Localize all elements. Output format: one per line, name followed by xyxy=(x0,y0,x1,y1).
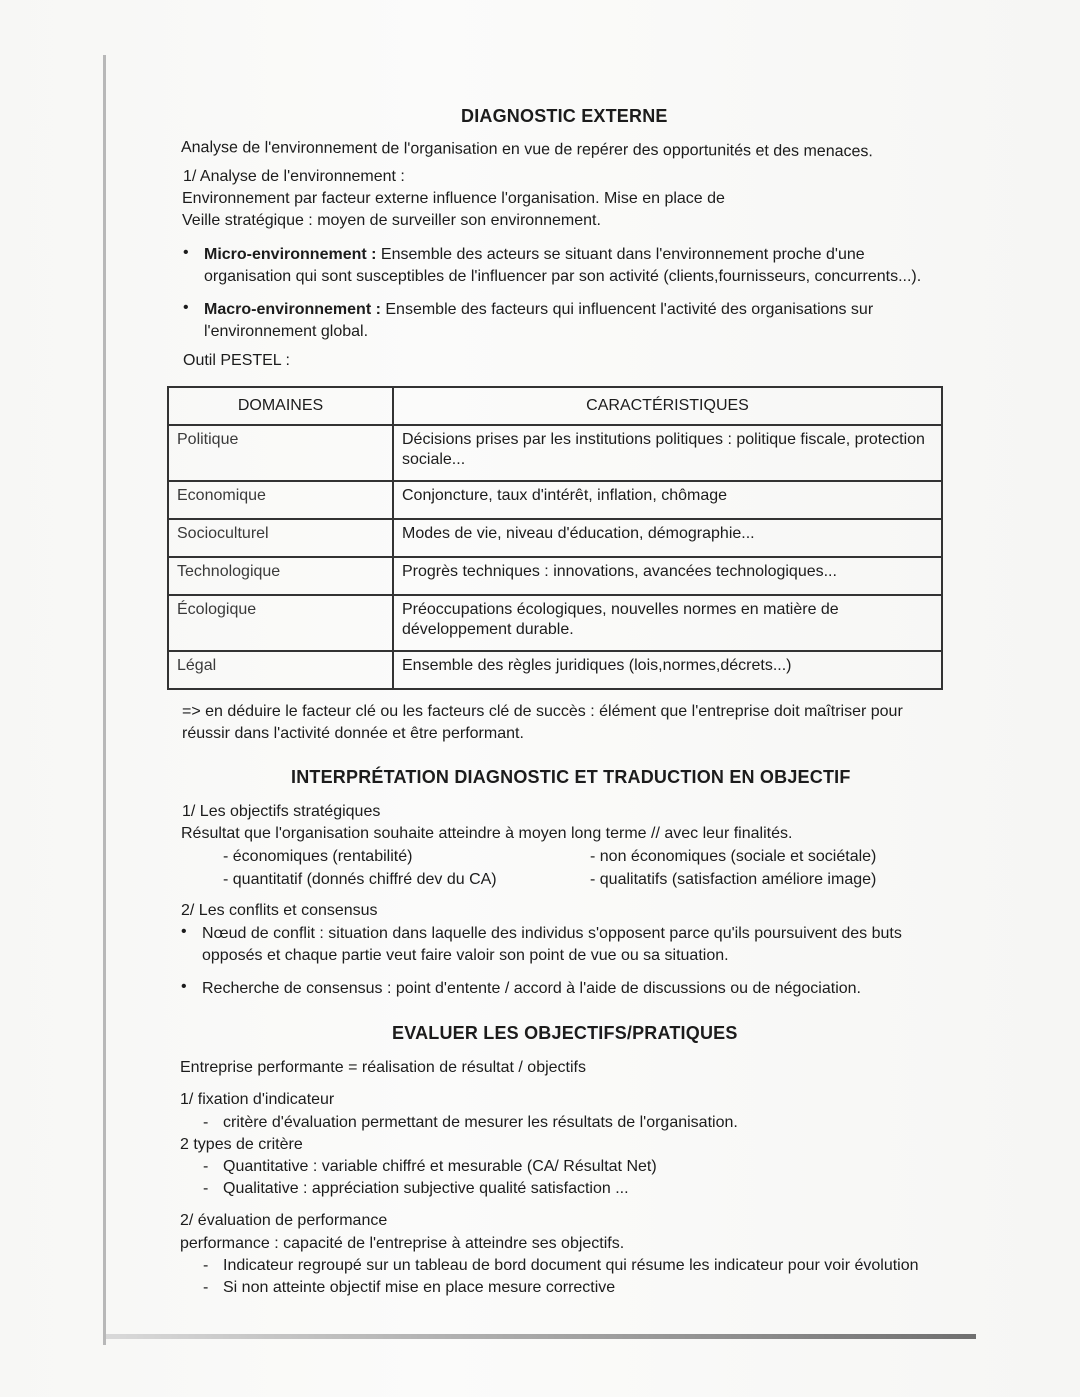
entreprise-performante-line: Entreprise performante = réalisation de résultat / objectifs xyxy=(180,1059,586,1076)
section-title-evaluer: EVALUER LES OBJECTIFS/PRATIQUES xyxy=(392,1023,738,1043)
qualitative-line: Qualitative : appréciation subjective qualité satisfaction ... xyxy=(223,1180,629,1197)
desc-cell: Décisions prises par les institutions politiques : politique fiscale, protection sociale... xyxy=(393,425,942,481)
domain-cell: Écologique xyxy=(168,595,393,651)
desc-cell: Conjoncture, taux d'intérêt, inflation, chômage xyxy=(393,481,942,519)
consensus-line: Recherche de consensus : point d'entente / accord à l'aide de discussions ou de négociation. xyxy=(202,980,861,997)
dash-icon: - xyxy=(203,1114,209,1131)
non-atteinte-line: Si non atteinte objectif mise en place mesure corrective xyxy=(223,1279,616,1296)
macro-env-term: Macro-environnement : xyxy=(204,301,381,318)
table-row xyxy=(168,651,942,689)
objective-qualitatifs: - qualitatifs (satisfaction améliore image) xyxy=(590,871,877,888)
macro-env-text: Ensemble des facteurs qui influencent l'activité des organisations sur xyxy=(385,301,874,318)
performance-line: performance : capacité de l'entreprise à atteindre ses objectifs. xyxy=(180,1235,625,1252)
outil-pestel-label: Outil PESTEL : xyxy=(183,352,290,369)
subheading-analyse-environnement: 1/ Analyse de l'environnement : xyxy=(183,168,405,185)
conflit-line-2: opposés et chaque partie veut faire valoir son point de vue ou sa situation. xyxy=(202,947,729,964)
table-row xyxy=(168,595,942,651)
micro-env-term: Micro-environnement : xyxy=(204,246,377,263)
page-bottom-edge xyxy=(106,1334,976,1339)
bullet-icon: • xyxy=(181,923,187,940)
indicateur-line: Indicateur regroupé sur un tableau de bord document qui résume les indicateur pour voir évolution xyxy=(223,1257,919,1274)
macro-env-line-2: l'environnement global. xyxy=(204,323,369,340)
table-row xyxy=(168,425,942,481)
intro-text: Analyse de l'environnement de l'organisation en vue de repérer des opportunités et des menaces. xyxy=(180,139,873,161)
quantitative-line: Quantitative : variable chiffré et mesurable (CA/ Résultat Net) xyxy=(223,1158,657,1175)
environnement-line: Environnement par facteur externe influence l'organisation. Mise en place de xyxy=(182,190,725,207)
header-caracteristiques: CARACTÉRISTIQUES xyxy=(393,387,942,425)
table-row xyxy=(168,519,942,557)
conflit-line-1: Nœud de conflit : situation dans laquelle des individus s'opposent parce qu'ils poursuivent des buts xyxy=(202,925,902,942)
subheading-objectifs-strategiques: 1/ Les objectifs stratégiques xyxy=(182,803,381,820)
subheading-conflits: 2/ Les conflits et consensus xyxy=(181,902,378,919)
domain-cell: Economique xyxy=(168,481,393,519)
veille-strategique-line: Veille stratégique : moyen de surveiller son environnement. xyxy=(182,212,601,229)
dash-icon: - xyxy=(203,1180,209,1197)
macro-env-line-1 xyxy=(204,299,873,321)
header-domaines: DOMAINES xyxy=(168,387,393,425)
bullet-icon: • xyxy=(183,244,189,261)
bullet-icon: • xyxy=(183,299,189,316)
page-left-edge xyxy=(103,55,106,1345)
domain-cell: Technologique xyxy=(168,557,393,595)
desc-cell: Préoccupations écologiques, nouvelles normes en matière de développement durable. xyxy=(393,595,942,651)
objective-economiques: - économiques (rentabilité) xyxy=(223,848,413,865)
domain-cell: Socioculturel xyxy=(168,519,393,557)
dash-icon: - xyxy=(203,1279,209,1296)
dash-icon: - xyxy=(203,1257,209,1274)
domain-cell: Politique xyxy=(168,425,393,481)
pestel-table xyxy=(167,386,943,690)
critere-line: critère d'évaluation permettant de mesurer les résultats de l'organisation. xyxy=(223,1114,738,1131)
types-critere-line: 2 types de critère xyxy=(180,1136,303,1153)
subheading-evaluation-performance: 2/ évaluation de performance xyxy=(180,1212,388,1229)
desc-cell: Ensemble des règles juridiques (lois,normes,décrets...) xyxy=(393,651,942,689)
micro-env-line-2: organisation qui sont susceptibles de l'influencer par son activité (clients,fournisseurs, concurrents...). xyxy=(204,268,922,285)
domain-cell: Légal xyxy=(168,651,393,689)
section-title-diagnostic-externe: DIAGNOSTIC EXTERNE xyxy=(461,106,668,126)
resultat-line: Résultat que l'organisation souhaite atteindre à moyen long terme // avec leur finalités. xyxy=(181,825,793,842)
bullet-icon: • xyxy=(181,978,187,995)
table-row xyxy=(168,481,942,519)
deduce-line-1: => en déduire le facteur clé ou les facteurs clé de succès : élément que l'entreprise doit maîtriser pour xyxy=(182,703,903,720)
micro-env-line-1 xyxy=(204,244,865,266)
objective-non-economiques: - non économiques (sociale et sociétale) xyxy=(590,848,877,865)
subheading-fixation-indicateur: 1/ fixation d'indicateur xyxy=(180,1091,335,1108)
pestel-header-row xyxy=(168,387,942,425)
deduce-line-2: réussir dans l'activité donnée et être performant. xyxy=(182,725,524,742)
objective-quantitatif: - quantitatif (donnés chiffré dev du CA) xyxy=(223,871,497,888)
desc-cell: Progrès techniques : innovations, avancées technologiques... xyxy=(393,557,942,595)
section-title-interpretation: INTERPRÉTATION DIAGNOSTIC ET TRADUCTION EN OBJECTIF xyxy=(291,767,851,787)
micro-env-text: Ensemble des acteurs se situant dans l'environnement proche d'une xyxy=(380,246,865,263)
table-row xyxy=(168,557,942,595)
desc-cell: Modes de vie, niveau d'éducation, démographie... xyxy=(393,519,942,557)
dash-icon: - xyxy=(203,1158,209,1175)
